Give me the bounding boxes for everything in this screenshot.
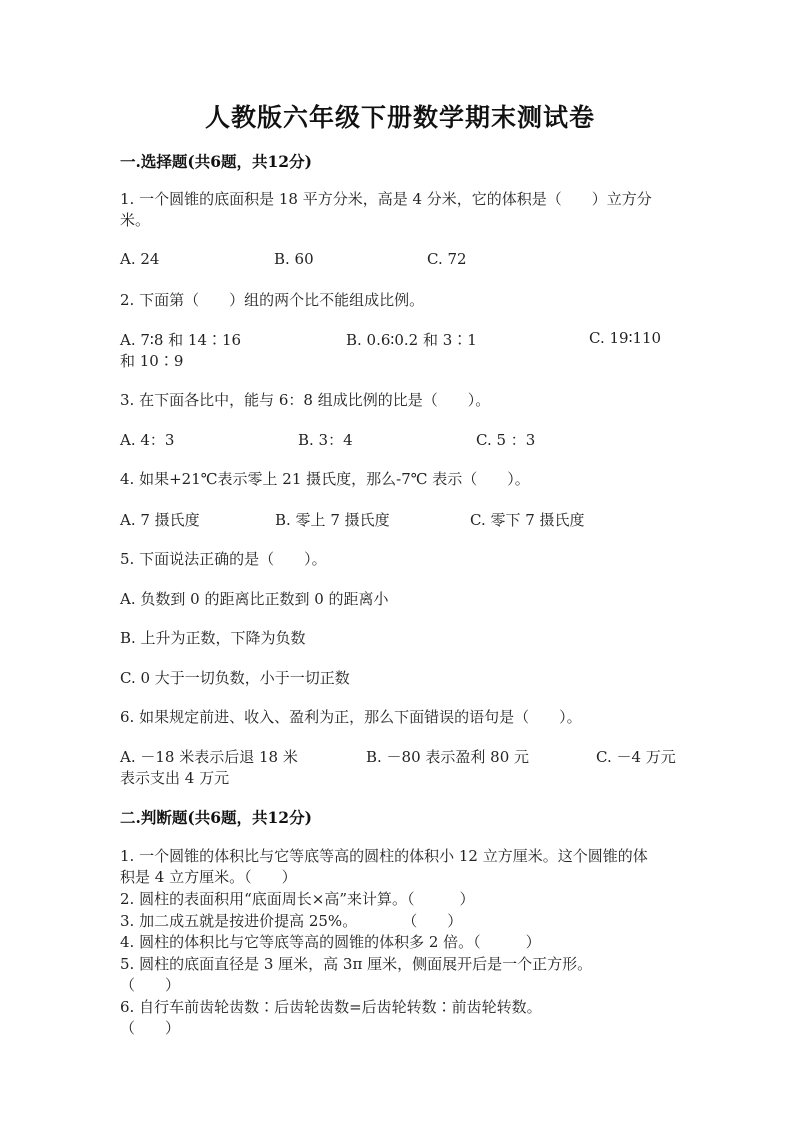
question-4-text: 4. 如果+21℃表示零上 21 摄氏度，那么-7℃ 表示（ ）。: [120, 470, 530, 488]
question-6-option-c: C. －4 万元: [596, 748, 676, 766]
question-4-option-a: A. 7 摄氏度: [120, 511, 200, 529]
question-5-text: 5. 下面说法正确的是（ ）。: [120, 550, 327, 568]
question-1-option-c: C. 72: [427, 250, 467, 268]
question-5-option-c: C. 0 大于一切负数，小于一切正数: [120, 669, 350, 687]
section-heading-choice: 一.选择题(共6题，共12分): [120, 152, 312, 171]
question-3-option-a: A. 4：3: [120, 431, 175, 449]
judgement-line: 4. 圆柱的体积比与它等底等高的圆锥的体积多 2 倍。（ ）: [120, 933, 541, 951]
question-1-text-cont: 米。: [120, 211, 151, 229]
page-title: 人教版六年级下册数学期末测试卷: [204, 103, 595, 132]
question-4-option-b: B. 零上 7 摄氏度: [275, 511, 390, 529]
question-5-option-b: B. 上升为正数，下降为负数: [120, 629, 306, 647]
judgement-line: （ ）: [120, 1019, 181, 1037]
question-2-option-b: B. 0.6∶0.2 和 3∶1: [346, 331, 477, 349]
question-2-option-a: A. 7∶8 和 14∶16: [120, 331, 242, 349]
judgement-line: 1. 一个圆锥的体积比与它等底等高的圆柱的体积小 12 立方厘米。这个圆锥的体: [120, 847, 648, 865]
question-6-option-a: A. －18 米表示后退 18 米: [120, 748, 298, 766]
question-3-option-b: B. 3：4: [298, 431, 353, 449]
judgement-line: 积是 4 立方厘米。（ ）: [120, 868, 297, 886]
question-1-option-a: A. 24: [120, 250, 160, 268]
question-6-option-c-cont: 表示支出 4 万元: [120, 769, 230, 787]
question-2-text: 2. 下面第（ ）组的两个比不能组成比例。: [120, 291, 425, 309]
question-1-option-b: B. 60: [274, 250, 314, 268]
section-heading-judgement: 二.判断题(共6题，共12分): [120, 808, 312, 827]
question-6-text: 6. 如果规定前进、收入、盈利为正，那么下面错误的语句是（ ）。: [120, 708, 582, 726]
judgement-line: 6. 自行车前齿轮齿数∶后齿轮齿数=后齿轮转数∶前齿轮转数。: [120, 998, 542, 1016]
judgement-line: 3. 加二成五就是按进价提高 25%。 （ ）: [120, 912, 463, 930]
question-4-option-c: C. 零下 7 摄氏度: [470, 511, 585, 529]
question-6-option-b: B. －80 表示盈利 80 元: [366, 748, 530, 766]
question-5-option-a: A. 负数到 0 的距离比正数到 0 的距离小: [120, 590, 389, 608]
question-2-option-c: C. 19∶110: [589, 329, 662, 347]
question-1-text: 1. 一个圆锥的底面积是 18 平方分米，高是 4 分米，它的体积是（ ）立方分: [120, 190, 652, 208]
question-2-option-c-cont: 和 10∶9: [120, 352, 184, 370]
judgement-line: 2. 圆柱的表面积用“底面周长×高”来计算。（ ）: [120, 890, 475, 908]
judgement-line: 5. 圆柱的底面直径是 3 厘米，高 3π 厘米，侧面展开后是一个正方形。: [120, 955, 593, 973]
question-3-option-c: C. 5 ：3: [476, 431, 536, 449]
question-3-text: 3. 在下面各比中，能与 6：8 组成比例的比是（ ）。: [120, 391, 491, 409]
judgement-line: （ ）: [120, 976, 181, 994]
